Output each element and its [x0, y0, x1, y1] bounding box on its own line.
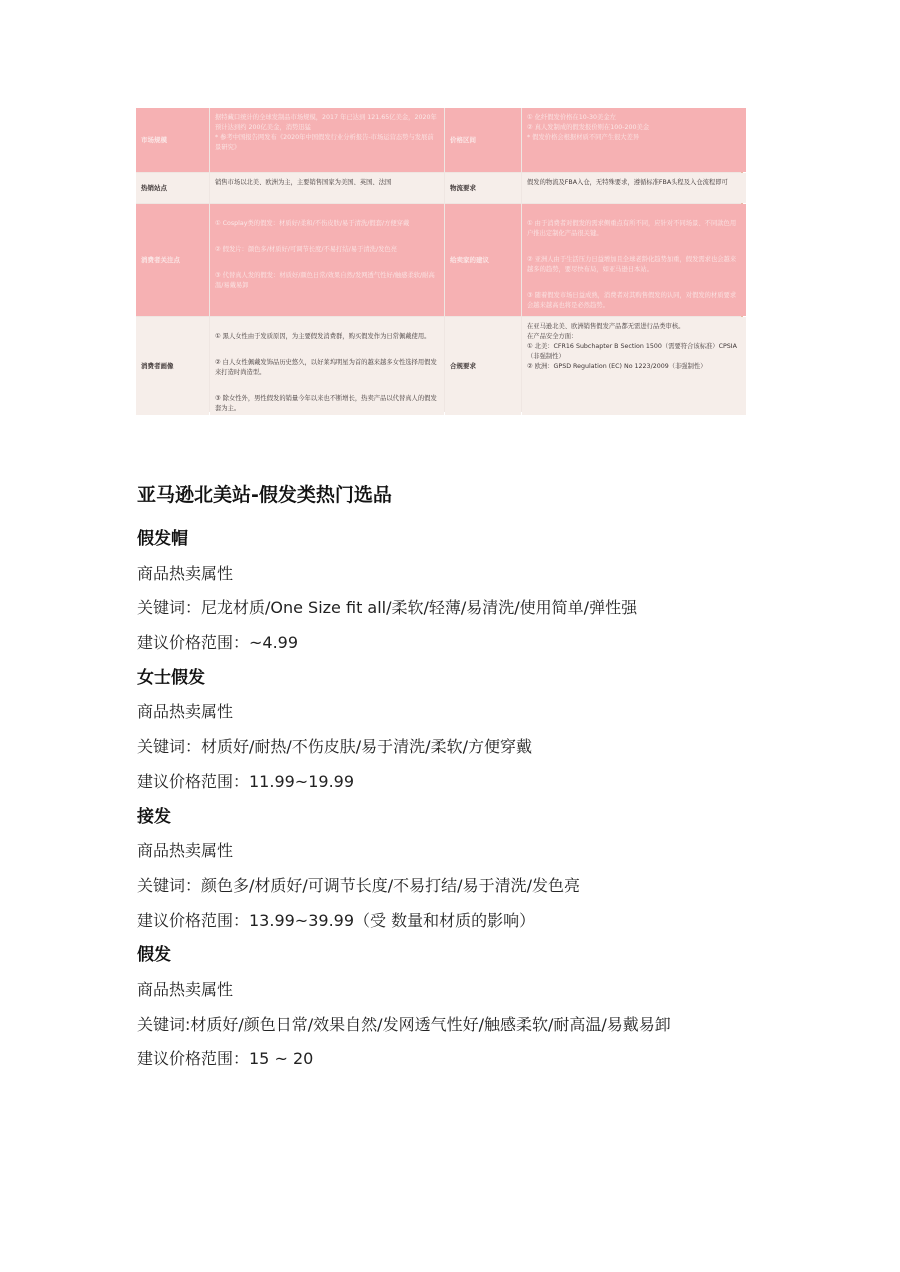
section-attr-label: 商品热卖属性 — [137, 563, 234, 583]
cell-consumer-focus — [210, 204, 444, 316]
market-analysis-table — [136, 108, 743, 412]
row-header-seller-advice: 给卖家的建议 — [445, 204, 521, 316]
row-header-price-range: 价格区间 — [445, 108, 521, 172]
cell-compliance: 在亚马逊北美、欧洲销售假发产品都无需进行品类审核。 在产品安全方面： ① 北美：CFR16 Subchapter B Section 1500（需要符合该标准）CPSIA（非强制性） ② 欧洲：GPSD Regulation (EC) No 1223/2009（非强制性） — [522, 317, 746, 415]
section-attr-label: 商品热卖属性 — [137, 702, 234, 722]
consumer-focus-item: ① Cosplay类的假发：材质好/柔和/不伤皮肤/易于清洗/假套/方便穿戴 — [215, 220, 410, 227]
row-header-hot-sites: 热销站点 — [136, 173, 209, 203]
cell-market-size: 据特藏口统计的全球发制品市场规模，2017 年已达到 121.65亿美金，2020年预计达到约 200亿美金，消势迅猛 * 参考中国报告网发布《2020年中国假发行业分析报告-市场运营态势与发展前景研究》 — [210, 108, 444, 172]
page-title: 亚马逊北美站-假发类热门选品 — [137, 484, 392, 506]
seller-advice-item: ① 由于消费者对假发的需求侧重点有所不同，应针对不同场景、不同款色用户推出定制化产品很关键。 — [527, 220, 737, 237]
product-sections — [137, 527, 787, 1082]
row-header-market-size: 市场规模 — [136, 108, 209, 172]
section-keywords: 关键词:材质好/颜色日常/效果自然/发网透气性好/触感柔软/耐高温/易戴易卸 — [137, 1014, 671, 1034]
cell-price-range: ① 化纤假发价格在10-30美金左 ② 真人发制成的假发报价则在100-200美金 * 假发价格会根据材质不同产生很大差异 — [522, 108, 746, 172]
consumer-focus-item: ② 假发片：颜色多/材质好/可调节长度/不易打结/易于清洗/发色亮 — [215, 246, 397, 253]
section-price: 建议价格范围：11.99~19.99 — [137, 771, 355, 791]
section-price: 建议价格范围：15 ~ 20 — [137, 1049, 314, 1069]
section-attr-label: 商品热卖属性 — [137, 979, 234, 999]
section-attr-label: 商品热卖属性 — [137, 841, 234, 861]
cell-logistics: 假发的物流及FBA入仓，无特殊要求，遵循标准FBA头程及入仓流程即可 — [522, 173, 746, 203]
consumer-focus-item: ③ 代替真人发的假发：材质好/颜色日常/效果自然/发网透气性好/触感柔软/耐高温/易戴易卸 — [215, 272, 435, 289]
cell-hot-sites: 销售市场以北美、欧洲为主，主要销售国家为美国、英国、法国 — [210, 173, 444, 203]
consumer-profile-item: ② 白人女性佩戴发饰品历史悠久，以好莱坞明星为首的越来越多女性选择用假发来打造时尚造型。 — [215, 359, 437, 376]
section-price: 建议价格范围：13.99~39.99（受 数量和材质的影响） — [137, 910, 536, 930]
section-heading: 女士假发 — [137, 667, 205, 688]
cell-consumer-profile — [210, 317, 444, 415]
section-heading: 假发 — [137, 945, 171, 966]
row-header-consumer-profile: 消费者画像 — [136, 317, 209, 415]
section-heading: 接发 — [137, 806, 171, 827]
row-header-compliance: 合规要求 — [445, 317, 521, 415]
seller-advice-item: ③ 随着假发市场日益成熟，消费者对其购售假发的认同，对假发的材质要求会越来越高也将是必然趋势。 — [527, 292, 737, 309]
section-keywords: 关键词：材质好/耐热/不伤皮肤/易于清洗/柔软/方便穿戴 — [137, 737, 532, 757]
consumer-profile-item: ③ 除女性外，男性假发的销量今年以来也不断增长，热卖产品以代替真人的假发套为主。 — [215, 395, 437, 412]
row-header-logistics: 物流要求 — [445, 173, 521, 203]
section-keywords: 关键词：颜色多/材质好/可调节长度/不易打结/易于清洗/发色亮 — [137, 875, 580, 895]
cell-seller-advice — [522, 204, 746, 316]
row-header-consumer-focus: 消费者关注点 — [136, 204, 209, 316]
section-heading: 假发帽 — [137, 529, 188, 549]
section-keywords: 关键词：尼龙材质/One Size fit all/柔软/轻薄/易清洗/使用简单/弹性强 — [137, 598, 638, 618]
section-price: 建议价格范围：~4.99 — [137, 633, 299, 653]
seller-advice-item: ② 亚洲人由于生活压力日益增加且全球老龄化趋势加重，假发需求也会越来越多的趋势，要尽快布局，如亚马逊日本站。 — [527, 256, 737, 273]
consumer-profile-item: ① 黑人女性由于发质原因，为主要假发消费群，购买假发作为日常佩戴使用。 — [215, 333, 431, 340]
